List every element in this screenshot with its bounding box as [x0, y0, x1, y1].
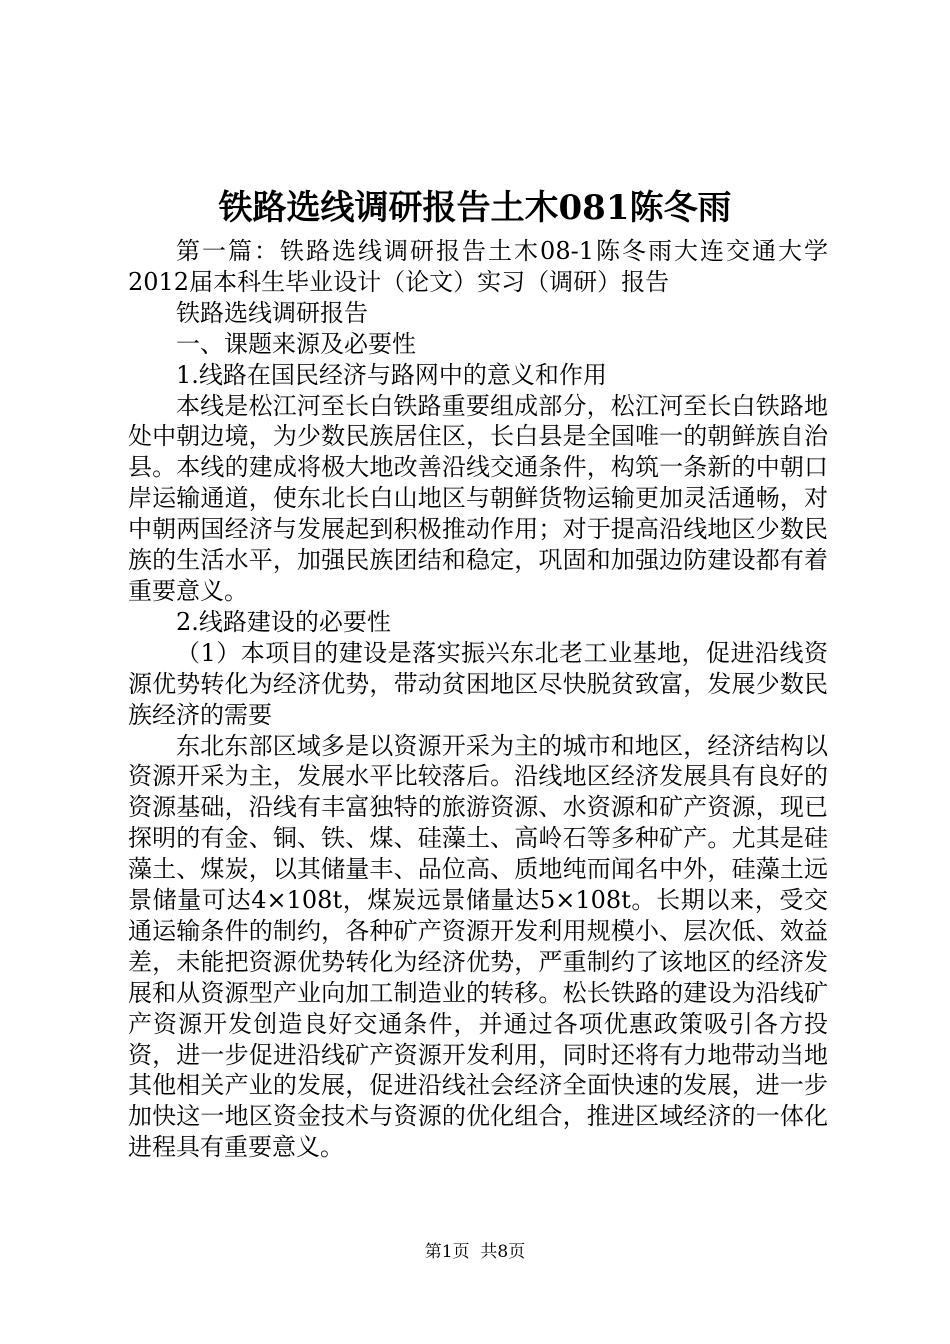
- page-footer: [0, 1241, 950, 1263]
- document-title: 铁路选线调研报告土木081陈冬雨: [218, 188, 732, 228]
- page-number: 第1页 共8页: [424, 1242, 526, 1262]
- paragraph-item-1: （1）本项目的建设是落实振兴东北老工业基地，促进沿线资源优势转化为经济优势，带动贫困地区尽快脱贫致富，发展少数民族经济的需要: [128, 638, 828, 729]
- paragraph-report-heading: 铁路选线调研报告: [176, 298, 368, 327]
- section-heading-source: 一、课题来源及必要性: [176, 329, 416, 358]
- document-body: [128, 236, 828, 1163]
- subsection-heading-significance: 1.线路在国民经济与路网中的意义和作用: [176, 360, 607, 389]
- subsection-heading-necessity: 2.线路建设的必要性: [176, 607, 391, 636]
- paragraph-significance: 本线是松江河至长白铁路重要组成部分，松江河至长白铁路地处中朝边境，为少数民族居住区，长白县是全国唯一的朝鲜族自治县。本线的建成将极大地改善沿线交通条件，构筑一条新的中朝口岸运输通道，使东北长白山地区与朝鲜货物运输更加灵活通畅，对中朝两国经济与发展起到积极推动作用；对于提高沿线地区少数民族的生活水平，加强民族团结和稳定，巩固和加强边防建设都有着重要意义。: [128, 391, 828, 605]
- paragraph-resources: 东北东部区域多是以资源开采为主的城市和地区，经济结构以资源开采为主，发展水平比较落后。沿线地区经济发展具有良好的资源基础，沿线有丰富独特的旅游资源、水资源和矿产资源，现已探明的有金、铜、铁、煤、硅藻土、高岭石等多种矿产。尤其是硅藻土、煤炭，以其储量丰、品位高、质地纯而闻名中外，硅藻土远景储量可达4×108t，煤炭远景储量达5×108t。长期以来，受交通运输条件的制约，各种矿产资源开发利用规模小、层次低、效益差，未能把资源优势转化为经济优势，严重制约了该地区的经济发展和从资源型产业向加工制造业的转移。松长铁路的建设为沿线矿产资源开发创造良好交通条件，并通过各项优惠政策吸引各方投资，进一步促进沿线矿产资源开发利用，同时还将有力地带动当地其他相关产业的发展，促进沿线社会经济全面快速的发展，进一步加快这一地区资金技术与资源的优化组合，推进区域经济的一体化进程具有重要意义。: [128, 731, 828, 1162]
- paragraph-intro: 第一篇：铁路选线调研报告土木08-1陈冬雨大连交通大学2012届本科生毕业设计（论文）实习（调研）报告: [128, 237, 828, 296]
